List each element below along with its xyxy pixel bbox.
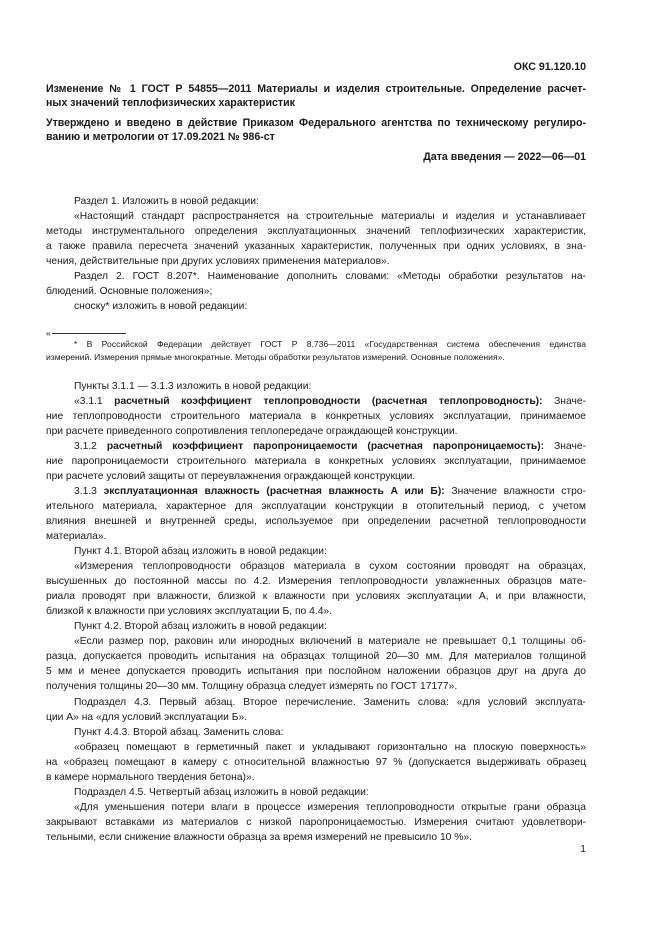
body-text: «Для уменьшения потери влаги в процессе измерения теплопроводности открытые грани образца bbox=[74, 802, 586, 813]
body-text: «Измерения теплопроводности образцов материала в сухом состоянии проводят на образцах, bbox=[74, 561, 586, 572]
section1-instruction: Раздел 1. Изложить в новой редакции: bbox=[74, 196, 259, 207]
body-text: «Если размер пор, раковин или инородных включений в материале не превышает 0,1 толщины об- bbox=[74, 636, 586, 647]
definition-text: влияния внешней и внутренней среды, используемое при определении расчетной теплопроводности bbox=[46, 516, 586, 527]
body-text: разца, допускается проводить испытания на образцах толщиной 20—30 мм. Для материалов толщиной bbox=[46, 651, 586, 662]
body-text: ции А» на «для условий эксплуатации Б». bbox=[46, 712, 248, 723]
body-text: закрывают вставками из материалов с низкой паропроницаемостью. Измерения считают удовлетвори- bbox=[46, 817, 586, 828]
paragraph-instruction: Пункт 4.1. Второй абзац изложить в новой редакции: bbox=[74, 546, 327, 557]
approval-statement-cont: ванию и метрологии от 17.09.2021 № 986-ст bbox=[46, 131, 275, 143]
footnote-text-cont: измерений. Измерения прямые многократные. Методы обработки результатов измерений. Основные положения». bbox=[46, 352, 505, 362]
footnote-divider bbox=[52, 333, 126, 334]
oks-code: ОКС 91.120.10 bbox=[513, 61, 586, 73]
footnote-instruction: сноску* изложить в новой редакции: bbox=[74, 301, 248, 312]
term-bold: эксплуатационная влажность (расчетная влажность А или Б): bbox=[103, 486, 445, 497]
amendment-title-cont: ных значений теплофизических характеристик bbox=[46, 97, 295, 109]
body-text: «образец помещают в герметичный пакет и укладывают горизонтально на плоскую поверхность» bbox=[74, 742, 586, 753]
scope-text: чения, действительные при других условиях применения материалов». bbox=[46, 256, 390, 267]
scope-text: методы инструментального определения эксплуатационных значений теплофизических характеристик, bbox=[46, 226, 586, 237]
definition-text: ние теплопроводности строительного материала в конкретных условиях эксплуатации, принимаемое bbox=[46, 411, 586, 422]
paragraph-instruction: Подраздел 4.5. Четвертый абзац изложить в новой редакции: bbox=[74, 787, 369, 798]
body-text: в камере нормального твердения бетона)». bbox=[46, 772, 255, 783]
body-text: получения толщины 20—30 мм. Толщину образца следует измерять по ГОСТ 17177». bbox=[46, 681, 458, 692]
body-text: риала проводят при влажности, близкой к влажности при условиях эксплуатации А, и при влажности, bbox=[46, 591, 586, 602]
footnote-text: * В Российской Федерации действует ГОСТ Р 8.736—2011 «Государственная система обеспечения единства bbox=[74, 339, 586, 349]
paragraph-instruction: Подраздел 4.3. Первый абзац. Второе перечисление. Заменить слова: «для условий эксплуата- bbox=[74, 697, 586, 708]
definition-3-1-1: «3.1.1 расчетный коэффициент теплопроводности (расчетная теплопроводность): Значе- bbox=[74, 396, 586, 407]
definition-text: при расчете приведенного сопротивления теплопередаче ограждающей конструкции. bbox=[46, 426, 458, 437]
definition-text: ительного материала, характерное для эксплуатации конструкции в отопительный период, с учетом bbox=[46, 501, 586, 512]
definition-3-1-2: 3.1.2 расчетный коэффициент паропроницаемости (расчетная паропроницаемость): Значе- bbox=[74, 441, 586, 452]
body-text: тельными, если снижение влажности образца за время измерений не превысило 10 %». bbox=[46, 832, 473, 843]
term-bold: расчетный коэффициент паропроницаемости (расчетная паропроницаемость): bbox=[106, 441, 545, 452]
section2-instruction: Раздел 2. ГОСТ 8.207*. Наименование дополнить словами: «Методы обработки результатов на- bbox=[74, 271, 586, 282]
amendment-title: Изменение № 1 ГОСТ Р 54855—2011 Материалы и изделия строительные. Определение расчет- bbox=[46, 83, 586, 95]
approval-statement: Утверждено и введено в действие Приказом Федерального агентства по техническому регулиро- bbox=[46, 117, 586, 129]
definition-text: при расчете условий защиты от переувлажнения ограждающей конструкции. bbox=[46, 471, 416, 482]
definition-3-1-3: 3.1.3 эксплуатационная влажность (расчетная влажность А или Б): Значение влажности стро- bbox=[74, 486, 586, 497]
paragraph-instruction: Пункт 4.4.3. Второй абзац. Заменить слова: bbox=[74, 727, 284, 738]
section2-instruction-cont: блюдений. Основные положения»; bbox=[46, 286, 213, 297]
body-text: близкой к влажности при условиях эксплуатации Б, по 4.4». bbox=[46, 606, 333, 617]
paragraph-instruction: Пункт 4.2. Второй абзац изложить в новой редакции: bbox=[74, 621, 327, 632]
quote-mark: « bbox=[46, 328, 51, 338]
effective-date: Дата введения — 2022—06—01 bbox=[423, 151, 586, 163]
body-text: 5 мм и менее допускается проводить испытания при послойном наложении образцов друг на друга до bbox=[46, 666, 586, 677]
body-text: высушенных до постоянной массы по 4.2. Измерения теплопроводности увлажненных образцов мате- bbox=[46, 576, 586, 587]
body-text: на «образец помещают в камеру с относительной влажностью 97 % (допускается выдерживать образец bbox=[46, 757, 586, 768]
term-bold: расчетный коэффициент теплопроводности (расчетная теплопроводность): bbox=[114, 396, 543, 407]
scope-text: а также правила пересчета значений указанных характеристик, полученных при одних условиях, в зна- bbox=[46, 241, 586, 252]
definition-text: материала». bbox=[46, 531, 107, 542]
page-number: 1 bbox=[580, 844, 586, 855]
scope-text: «Настоящий стандарт распространяется на строительные материалы и изделия и устанавливает bbox=[74, 211, 586, 222]
definition-text: ние паропроницаемости строительного материала в конкретных условиях эксплуатации, принимаемое bbox=[46, 456, 586, 467]
paragraph-instruction: Пункты 3.1.1 — 3.1.3 изложить в новой редакции: bbox=[74, 381, 312, 392]
